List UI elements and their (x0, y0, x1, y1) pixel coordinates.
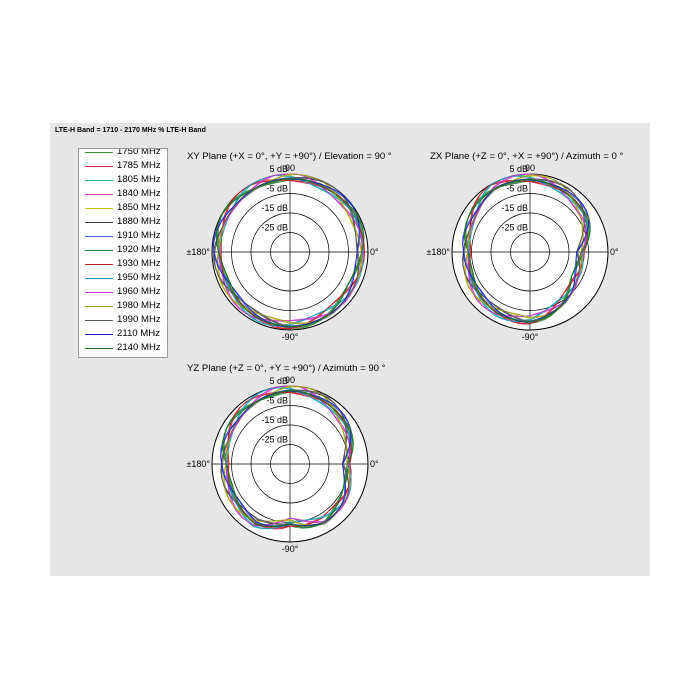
legend-label: 1805 MHz (117, 174, 161, 185)
ring-label: -25 dB (261, 222, 288, 233)
ring-label: 5 dB (269, 164, 288, 174)
ring-label: -5 dB (506, 183, 528, 194)
ring-label: -15 dB (261, 203, 288, 213)
ring-label: -5 dB (266, 183, 288, 194)
legend-label: 1990 MHz (117, 314, 161, 325)
ring-label: -5 dB (266, 395, 288, 406)
legend-label: 1785 MHz (117, 160, 161, 171)
angle-label-bottom: -90° (281, 332, 299, 342)
legend-label: 1950 MHz (117, 272, 161, 283)
legend-label: 2140 MHz (117, 342, 161, 353)
angle-label-left: ±180° (186, 247, 210, 257)
angle-label-bottom: -90° (521, 332, 539, 342)
plot-title-xy: XY Plane (+X = 0°, +Y = +90°) / Elevation = 90 ° (187, 151, 392, 162)
plot-title-zx: ZX Plane (+Z = 0°, +X = +90°) / Azimuth = 0 ° (430, 151, 624, 162)
angle-label-top: 90 (524, 163, 536, 173)
ring-label: -25 dB (261, 434, 288, 445)
legend-label: 1930 MHz (117, 258, 161, 269)
angle-label-bottom: -90° (281, 544, 299, 554)
ring-label: 5 dB (269, 376, 288, 386)
legend-label: 1880 MHz (117, 216, 161, 227)
legend-label: 2110 MHz (117, 328, 161, 339)
ring-label: 5 dB (509, 164, 528, 174)
ring-label: -15 dB (501, 203, 528, 213)
legend-label: 1960 MHz (117, 286, 161, 297)
legend-label: 1840 MHz (117, 188, 161, 199)
angle-label-right: 0° (370, 247, 379, 257)
legend-label: 1920 MHz (117, 244, 161, 255)
angle-label-right: 0° (370, 459, 379, 469)
angle-label-left: ±180° (186, 459, 210, 469)
angle-label-top: 90 (284, 163, 296, 173)
ring-label: -15 dB (261, 415, 288, 425)
legend-label: 1980 MHz (117, 300, 161, 311)
angle-label-top: 90 (284, 375, 296, 385)
angle-label-left: ±180° (426, 247, 450, 257)
polar-plots (50, 123, 650, 576)
angle-label-right: 0° (610, 247, 619, 257)
band-title: LTE-H Band = 1710 - 2170 MHz % LTE-H Band (55, 127, 206, 134)
legend-label: 1910 MHz (117, 230, 161, 241)
plot-title-yz: YZ Plane (+Z = 0°, +Y = +90°) / Azimuth = 90 ° (187, 363, 386, 374)
ring-label: -25 dB (501, 222, 528, 233)
legend-label: 1850 MHz (117, 202, 161, 213)
legend-label: 1750 MHz (117, 148, 161, 157)
chart-panel (50, 123, 650, 576)
